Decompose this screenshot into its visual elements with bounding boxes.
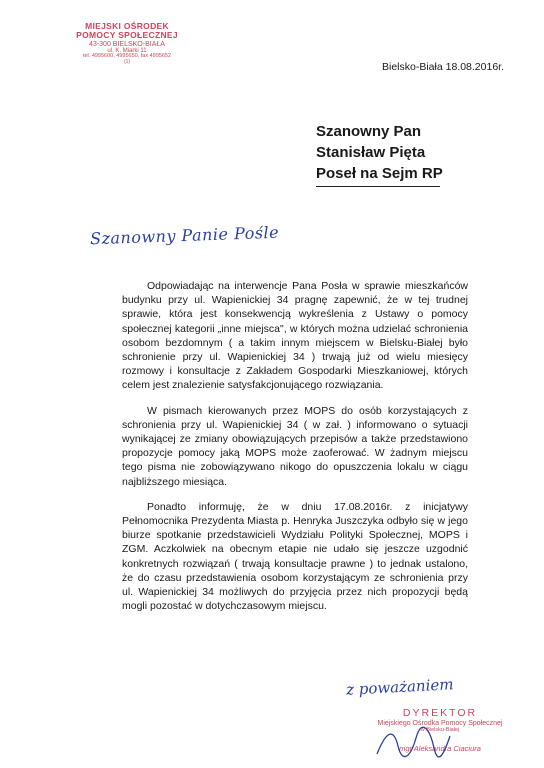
handwritten-greeting: Szanowny Panie Pośle <box>89 222 280 249</box>
recipient-line-1: Szanowny Pan <box>316 123 422 140</box>
body-paragraph-3: Ponadto informuję, że w dniu 17.08.2016r. z inicjatywy Pełnomocnika Prezydenta Miasta p. Henryka Juszczyka odbyło się w jego biurze spotkanie przedstawicieli Wydziału Polityki Społecznej, MOPS i ZGM. Aczkolwiek na obecnym etapie nie udało się jeszcze uzgodnić konkretnych rozwiązań ( trwają konsultacje prawne ) to jednak ustalono, że do czasu przedstawienia osobom korzystającym ze schronienia przy ul. Wapienickiej 34 możliwych do przyjęcia przez nich propozycji będą mogli pozostać w dotychczasowym miejscu. <box>122 500 468 613</box>
institution-stamp <box>52 22 202 66</box>
handwritten-signature-icon <box>372 724 452 764</box>
letter-body <box>122 279 468 624</box>
body-paragraph-1: Odpowiadając na interwencje Pana Posła w sprawie mieszkańców budynku przy ul. Wapienickiej 34 pragnę zapewnić, że w tej trudnej sprawie, która jest konsekwencją wykreślenia z Ustawy o pomocy społecznej kategorii „inne miejsca", w których można udzielać schronienia osobom bezdomnym ( a takim innym miejscem w Bielsku-Białej było schronienie przy ul. Wapienickiej 34 ) trwają już od wielu miesięcy rozmowy i konsultacje z Zakładem Gospodarki Mieszkaniowej, których celem jest znalezienie satysfakcjonującego rozwiązania. <box>122 280 468 392</box>
signature-title: DYREKTOR <box>402 707 478 719</box>
recipient-line-3: Poseł na Sejm RP <box>316 165 443 182</box>
recipient-divider <box>316 186 440 187</box>
signature-name: mgr Aleksandra Ciaciura <box>399 744 481 754</box>
stamp-line-5: tel. 4995600, 4995650, fax 4995652 <box>82 53 172 60</box>
signature-city: w Bielsku-Białej <box>420 727 460 734</box>
letter-date: Bielsko-Biała 18.08.2016r. <box>382 61 504 73</box>
recipient-line-2: Stanisław Pięta <box>316 144 426 161</box>
recipient-block <box>316 121 443 184</box>
stamp-line-3: 43-300 BIELSKO-BIAŁA <box>89 40 165 48</box>
body-paragraph-2: W pismach kierowanych przez MOPS do osób korzystających z schronienia przy ul. Wapienickiej 34 ( w zał. ) informowano o sytuacji wynikającej ze zmiany obowiązujących przepisów a także przedstawiono propozycje pomocy jaką MOPS może zaoferować. W żadnym miejscu tego pisma nie zobowiązywano nikogo do opuszczenia lokalu w ciągu najbliższego miesiąca. <box>122 404 468 488</box>
stamp-line-1: MIEJSKI OŚRODEK <box>85 21 169 31</box>
stamp-line-4: ul. K. Miarki 11 <box>107 48 147 55</box>
handwritten-closing: z poważaniem <box>345 675 454 699</box>
signature-institution: Miejskiego Ośrodka Pomocy Społecznej <box>377 719 503 727</box>
stamp-line-2: POMOCY SPOŁECZNEJ <box>76 29 178 40</box>
stamp-line-6: (1) <box>123 59 131 66</box>
